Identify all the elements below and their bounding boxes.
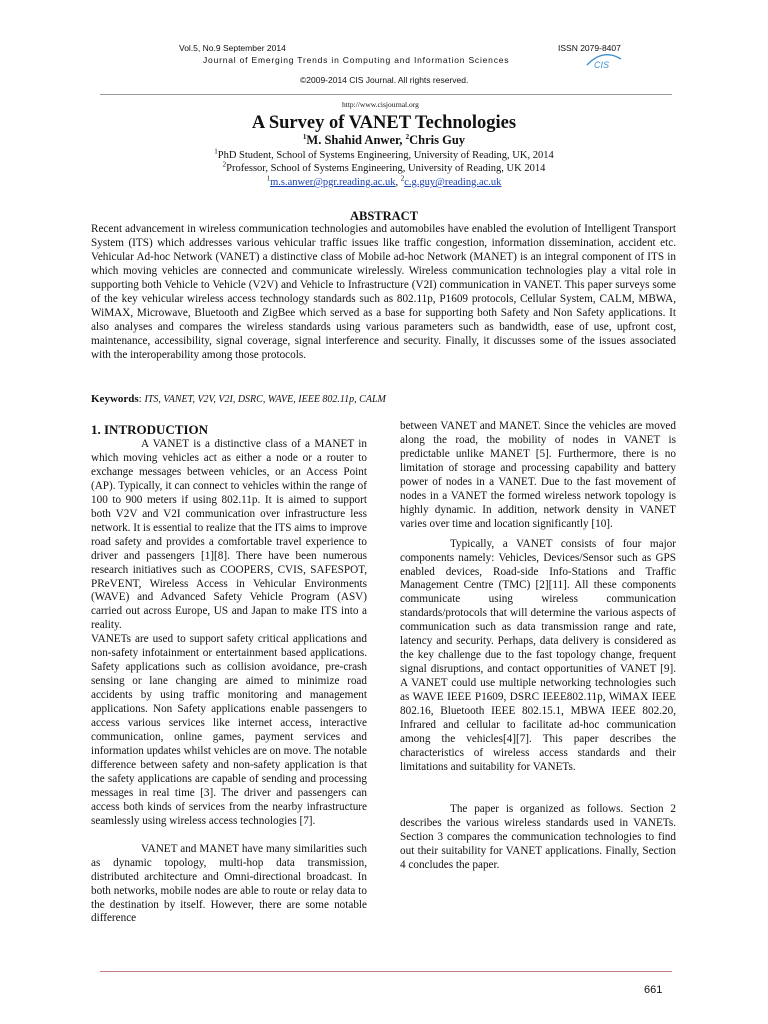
- journal-volume: Vol.5, No.9 September 2014: [179, 43, 286, 53]
- affiliation-2-text: Professor, School of Systems Engineering, University of Reading, UK 2014: [226, 163, 546, 174]
- intro-left-paragraph-3: VANET and MANET have many similarities such as dynamic topology, multi-hop data transmission, distributed architecture and Omni-directional broadcast. In both networks, mobile nodes are able to route or relay data to the destination by itself. However, there are some notable difference: [91, 842, 367, 925]
- email2-link[interactable]: c.g.guy@reading.ac.uk: [404, 177, 502, 188]
- affiliation-2-mark: 2: [222, 160, 227, 169]
- intro-right-paragraph-2: Typically, a VANET consists of four major components namely: Vehicles, Devices/Sensor such as GPS enabled devices, Road-side Info-Stations and Traffic Management Centre (TMC) [2][11]. All these components communicate using wireless communication standards/protocols that will determine the various aspects of communication such as data transmission range and rate, latency and security. Perhaps, data delivery is considered as the key challenge due to the fast topology change, frequent signal disruptions, and contact opportunities of VANET [9]. A VANET could use multiple networking technologies such as WAVE IEEE P1609, DSRC IEEE802.11p, WiMAX IEEE 802.16, Bluetooth IEEE 802.15.1, MBWA IEEE 802.20, Infrared and cellular to facilitate ad-hoc communication among the vehicles[4][7]. This paper describes the characteristics of wireless access standards and their limitations and suitability for VANETs.: [400, 537, 676, 773]
- keywords-values: ITS, VANET, V2V, V2I, DSRC, WAVE, IEEE 802.11p, CALM: [144, 394, 386, 405]
- journal-copyright: ©2009-2014 CIS Journal. All rights reserved.: [300, 75, 469, 85]
- right-column: [400, 420, 676, 873]
- journal-issn: ISSN 2079-8407: [558, 43, 621, 53]
- author2-mark: 2: [405, 132, 410, 141]
- intro-left-paragraph-2: VANETs are used to support safety critical applications and non-safety infotainment or entertainment based applications. Safety applications such as collision avoidance, pre-crash sensing or lane changing are aimed to minimize road accidents by using traffic monitoring and management applications. Non Safety applications enable passengers to access various services like internet access, interactive communication, online games, payment services and information updates whilst vehicles are on move. The notable difference between safety and non-safety application is that the safety applications are capable of sending and processing messages in real time [3]. The driver and passengers can access both kinds of services from the nearby infrastructure seamlessly using wireless access technologies [7].: [91, 633, 367, 827]
- email1-mark: 1: [266, 174, 271, 183]
- affiliation-1: [0, 147, 768, 161]
- author1-name: M. Shahid Anwer,: [306, 133, 403, 147]
- paper-authors: [0, 133, 768, 148]
- affiliation-1-text: PhD Student, School of Systems Engineering, University of Reading, UK, 2014: [217, 150, 554, 161]
- abstract-text: Recent advancement in wireless communication technologies and automobiles have enabled the evolution of Intelligent Transport System (ITS) which addresses various vehicular traffic issues like traffic congestion, information dissemination, accident etc. Vehicular Ad-hoc Network (VANET) a distinctive class of Mobile ad-hoc Network (MANET) is an integral component of ITS in which moving vehicles are connected and communicate wirelessly. Wireless communication technologies play a vital role in supporting both Vehicle to Vehicle (V2V) and Vehicle to Infrastructure (V2I) communication in VANET. This paper surveys some of the key vehicular wireless access technology standards such as 802.11p, P1609 protocols, Cellular System, CALM, MBWA, WiMAX, Microwave, Bluetooth and ZigBee which served as a base for supporting both Safety and Non Safety applications. It also analyses and compares the wireless standards using various parameters such as bandwidth, ease of use, upfront cost, maintenance, accessibility, signal coverage, signal interference and security. Finally, it discusses some of the issues associated with the interoperability among those protocols.: [91, 223, 676, 361]
- intro-left-paragraph-1: A VANET is a distinctive class of a MANET in which moving vehicles act as either a node or a router to exchange messages between vehicles, or an Access Point (AP). Typically, it can connect to vehicles within the range of 100 to 900 meters if using 802.11p. It is aimed to support both V2V and V2I communication over infrastructure less network. It is essential to realize that the ITS aims to improve road safety and provides a comfortable travel experience to driver and passengers [1][8]. There have been numerous research initiatives such as COOPERS, CVIS, SAFESPOT, PReVENT, Wireless Access in Vehicular Environments (WAVE) and Advanced Safety Vehicle Program (ASV) carried out across Europe, US and Japan to make ITS into a reality.: [91, 438, 367, 632]
- email1-link[interactable]: m.s.anwer@pgr.reading.ac.uk: [270, 177, 396, 188]
- cis-logo: [583, 50, 623, 72]
- author2-name: Chris Guy: [409, 133, 466, 147]
- keywords-sep: :: [138, 393, 145, 405]
- affiliation-1-mark: 1: [214, 147, 218, 156]
- paper-title: A Survey of VANET Technologies: [251, 113, 517, 133]
- intro-right-paragraph-3: The paper is organized as follows. Section 2 describes the various wireless standards used in VANETs. Section 3 compares the communication technologies to find out their suitability for VANET applications. Finally, Section 4 concludes the paper.: [400, 802, 676, 871]
- journal-name: Journal of Emerging Trends in Computing and Information Sciences: [203, 55, 510, 65]
- email-separator: ,: [395, 177, 401, 188]
- footer-rule: [100, 971, 672, 972]
- keywords: [91, 393, 386, 405]
- intro-right-paragraph-1: between VANET and MANET. Since the vehicles are moved along the road, the mobility of nodes in VANET is predictable unlike MANET [5]. Furthermore, there is no limitation of storage and processing capability and battery power of nodes in a VANET. Due to the fast movement of nodes in a VANET the formed wireless network topology is highly dynamic. In addition, network density in VANET varies over time and location significantly [10].: [400, 420, 676, 530]
- section-heading-introduction: 1. INTRODUCTION: [91, 422, 209, 437]
- page-number: 661: [644, 984, 663, 996]
- abstract-heading: ABSTRACT: [349, 209, 419, 223]
- author-emails: [0, 174, 768, 188]
- header-rule: [100, 94, 672, 95]
- cis-logo-text: CIS: [594, 60, 610, 70]
- author1-mark: 1: [302, 132, 307, 141]
- email2-mark: 2: [400, 174, 405, 183]
- affiliation-2: [0, 160, 768, 174]
- left-column: [91, 438, 367, 926]
- journal-url[interactable]: http://www.cisjournal.org: [342, 100, 419, 109]
- keywords-label: Keywords: [91, 393, 139, 405]
